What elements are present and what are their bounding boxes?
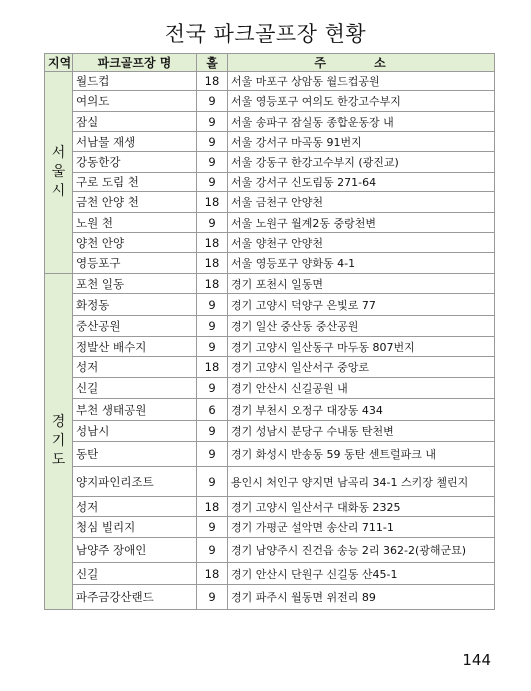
holes-cell: 9 xyxy=(197,294,228,316)
table-row xyxy=(45,152,495,173)
name-cell: 여의도 xyxy=(73,91,197,112)
address-cell: 경기 고양시 일산서구 대화동 2325 xyxy=(228,497,495,517)
table-row xyxy=(45,337,495,357)
holes-cell: 9 xyxy=(197,421,228,442)
holes-cell: 18 xyxy=(197,192,228,213)
table-row xyxy=(45,112,495,132)
holes-cell: 9 xyxy=(197,442,228,467)
region-cell: 서 울 시 xyxy=(45,72,73,274)
table-row xyxy=(45,294,495,316)
name-cell: 성저 xyxy=(73,357,197,378)
table-row xyxy=(45,274,495,294)
table-row xyxy=(45,132,495,152)
address-cell: 경기 성남시 분당구 수내동 탄천변 xyxy=(228,421,495,442)
address-cell: 서울 송파구 잠실동 종합운동장 내 xyxy=(228,112,495,132)
table-row xyxy=(45,192,495,213)
name-cell: 구로 도림 천 xyxy=(73,173,197,192)
name-cell: 파주금강산랜드 xyxy=(73,585,197,610)
name-cell: 포천 일동 xyxy=(73,274,197,294)
name-cell: 남양주 장애인 xyxy=(73,538,197,563)
name-cell: 금천 안양 천 xyxy=(73,192,197,213)
holes-cell: 9 xyxy=(197,316,228,337)
name-cell: 화정동 xyxy=(73,294,197,316)
name-cell: 신길 xyxy=(73,378,197,399)
address-cell: 경기 남양주시 진건읍 송능 2리 362-2(광해군묘) xyxy=(228,538,495,563)
table-row xyxy=(45,173,495,192)
holes-cell: 18 xyxy=(197,72,228,91)
address-cell: 서울 강동구 한강고수부지 (광진교) xyxy=(228,152,495,173)
address-cell: 경기 고양시 덕양구 은빛로 77 xyxy=(228,294,495,316)
address-cell: 용인시 처인구 양지면 남곡리 34-1 스키장 첼린지 xyxy=(228,467,495,497)
name-cell: 신길 xyxy=(73,563,197,585)
holes-cell: 18 xyxy=(197,233,228,253)
address-cell: 경기 부천시 오정구 대장동 434 xyxy=(228,399,495,421)
table-row xyxy=(45,316,495,337)
holes-cell: 6 xyxy=(197,399,228,421)
table-header-row xyxy=(45,54,495,72)
page-number: 144 xyxy=(462,651,491,669)
header-name: 파크골프장 명 xyxy=(73,54,197,72)
table-row xyxy=(45,538,495,563)
holes-cell: 9 xyxy=(197,213,228,233)
address-cell: 서울 마포구 상암동 월드컵공원 xyxy=(228,72,495,91)
holes-cell: 9 xyxy=(197,173,228,192)
region-cell: 경 기 도 xyxy=(45,274,73,610)
address-cell: 서울 강서구 신도림동 271-64 xyxy=(228,173,495,192)
address-cell: 서울 노원구 월계2동 중랑천변 xyxy=(228,213,495,233)
holes-cell: 9 xyxy=(197,467,228,497)
table-body xyxy=(45,72,495,610)
name-cell: 중산공원 xyxy=(73,316,197,337)
address-cell: 경기 가평군 설악면 송산리 711-1 xyxy=(228,517,495,538)
address-cell: 서울 강서구 마곡동 91번지 xyxy=(228,132,495,152)
table-row xyxy=(45,213,495,233)
holes-cell: 9 xyxy=(197,112,228,132)
table-row xyxy=(45,357,495,378)
name-cell: 서남물 재생 xyxy=(73,132,197,152)
table-row xyxy=(45,233,495,253)
name-cell: 영등포구 xyxy=(73,253,197,274)
table-row xyxy=(45,72,495,91)
holes-cell: 18 xyxy=(197,563,228,585)
table-row xyxy=(45,585,495,610)
holes-cell: 9 xyxy=(197,538,228,563)
name-cell: 동탄 xyxy=(73,442,197,467)
holes-cell: 9 xyxy=(197,517,228,538)
holes-cell: 9 xyxy=(197,585,228,610)
table-row xyxy=(45,399,495,421)
name-cell: 부천 생태공원 xyxy=(73,399,197,421)
address-cell: 경기 화성시 반송동 59 동탄 센트럴파크 내 xyxy=(228,442,495,467)
name-cell: 성남시 xyxy=(73,421,197,442)
holes-cell: 18 xyxy=(197,274,228,294)
holes-cell: 9 xyxy=(197,337,228,357)
address-cell: 서울 양천구 안양천 xyxy=(228,233,495,253)
name-cell: 노원 천 xyxy=(73,213,197,233)
address-cell: 경기 포천시 일동면 xyxy=(228,274,495,294)
table-row xyxy=(45,442,495,467)
table-row xyxy=(45,91,495,112)
table-row xyxy=(45,517,495,538)
name-cell: 양천 안양 xyxy=(73,233,197,253)
address-cell: 서울 영등포구 여의도 한강고수부지 xyxy=(228,91,495,112)
holes-cell: 9 xyxy=(197,378,228,399)
name-cell: 정발산 배수지 xyxy=(73,337,197,357)
table-row xyxy=(45,421,495,442)
holes-cell: 9 xyxy=(197,91,228,112)
address-cell: 서울 금천구 안양천 xyxy=(228,192,495,213)
holes-cell: 18 xyxy=(197,253,228,274)
address-cell: 경기 파주시 월동면 위전리 89 xyxy=(228,585,495,610)
page-title: 전국 파크골프장 현황 xyxy=(164,22,367,46)
table-row xyxy=(45,563,495,585)
address-cell: 경기 안산시 단원구 신길동 산45-1 xyxy=(228,563,495,585)
header-address: 주 소 xyxy=(228,54,495,72)
holes-cell: 9 xyxy=(197,152,228,173)
table-row xyxy=(45,467,495,497)
address-cell: 경기 안산시 신길공원 내 xyxy=(228,378,495,399)
address-cell: 경기 고양시 일산서구 중앙로 xyxy=(228,357,495,378)
table-row xyxy=(45,378,495,399)
holes-cell: 18 xyxy=(197,357,228,378)
address-cell: 경기 일산 중산동 중산공원 xyxy=(228,316,495,337)
header-region: 지역 xyxy=(45,54,73,72)
address-cell: 서울 영등포구 양화동 4-1 xyxy=(228,253,495,274)
header-holes: 홀 xyxy=(197,54,228,72)
name-cell: 월드컵 xyxy=(73,72,197,91)
address-cell: 경기 고양시 일산동구 마두동 807번지 xyxy=(228,337,495,357)
holes-cell: 18 xyxy=(197,497,228,517)
name-cell: 양지파인리조트 xyxy=(73,467,197,497)
holes-cell: 9 xyxy=(197,132,228,152)
name-cell: 잠실 xyxy=(73,112,197,132)
table-row xyxy=(45,497,495,517)
name-cell: 청심 빌리지 xyxy=(73,517,197,538)
name-cell: 강동한강 xyxy=(73,152,197,173)
park-golf-table xyxy=(44,53,495,610)
table-row xyxy=(45,253,495,274)
name-cell: 성저 xyxy=(73,497,197,517)
